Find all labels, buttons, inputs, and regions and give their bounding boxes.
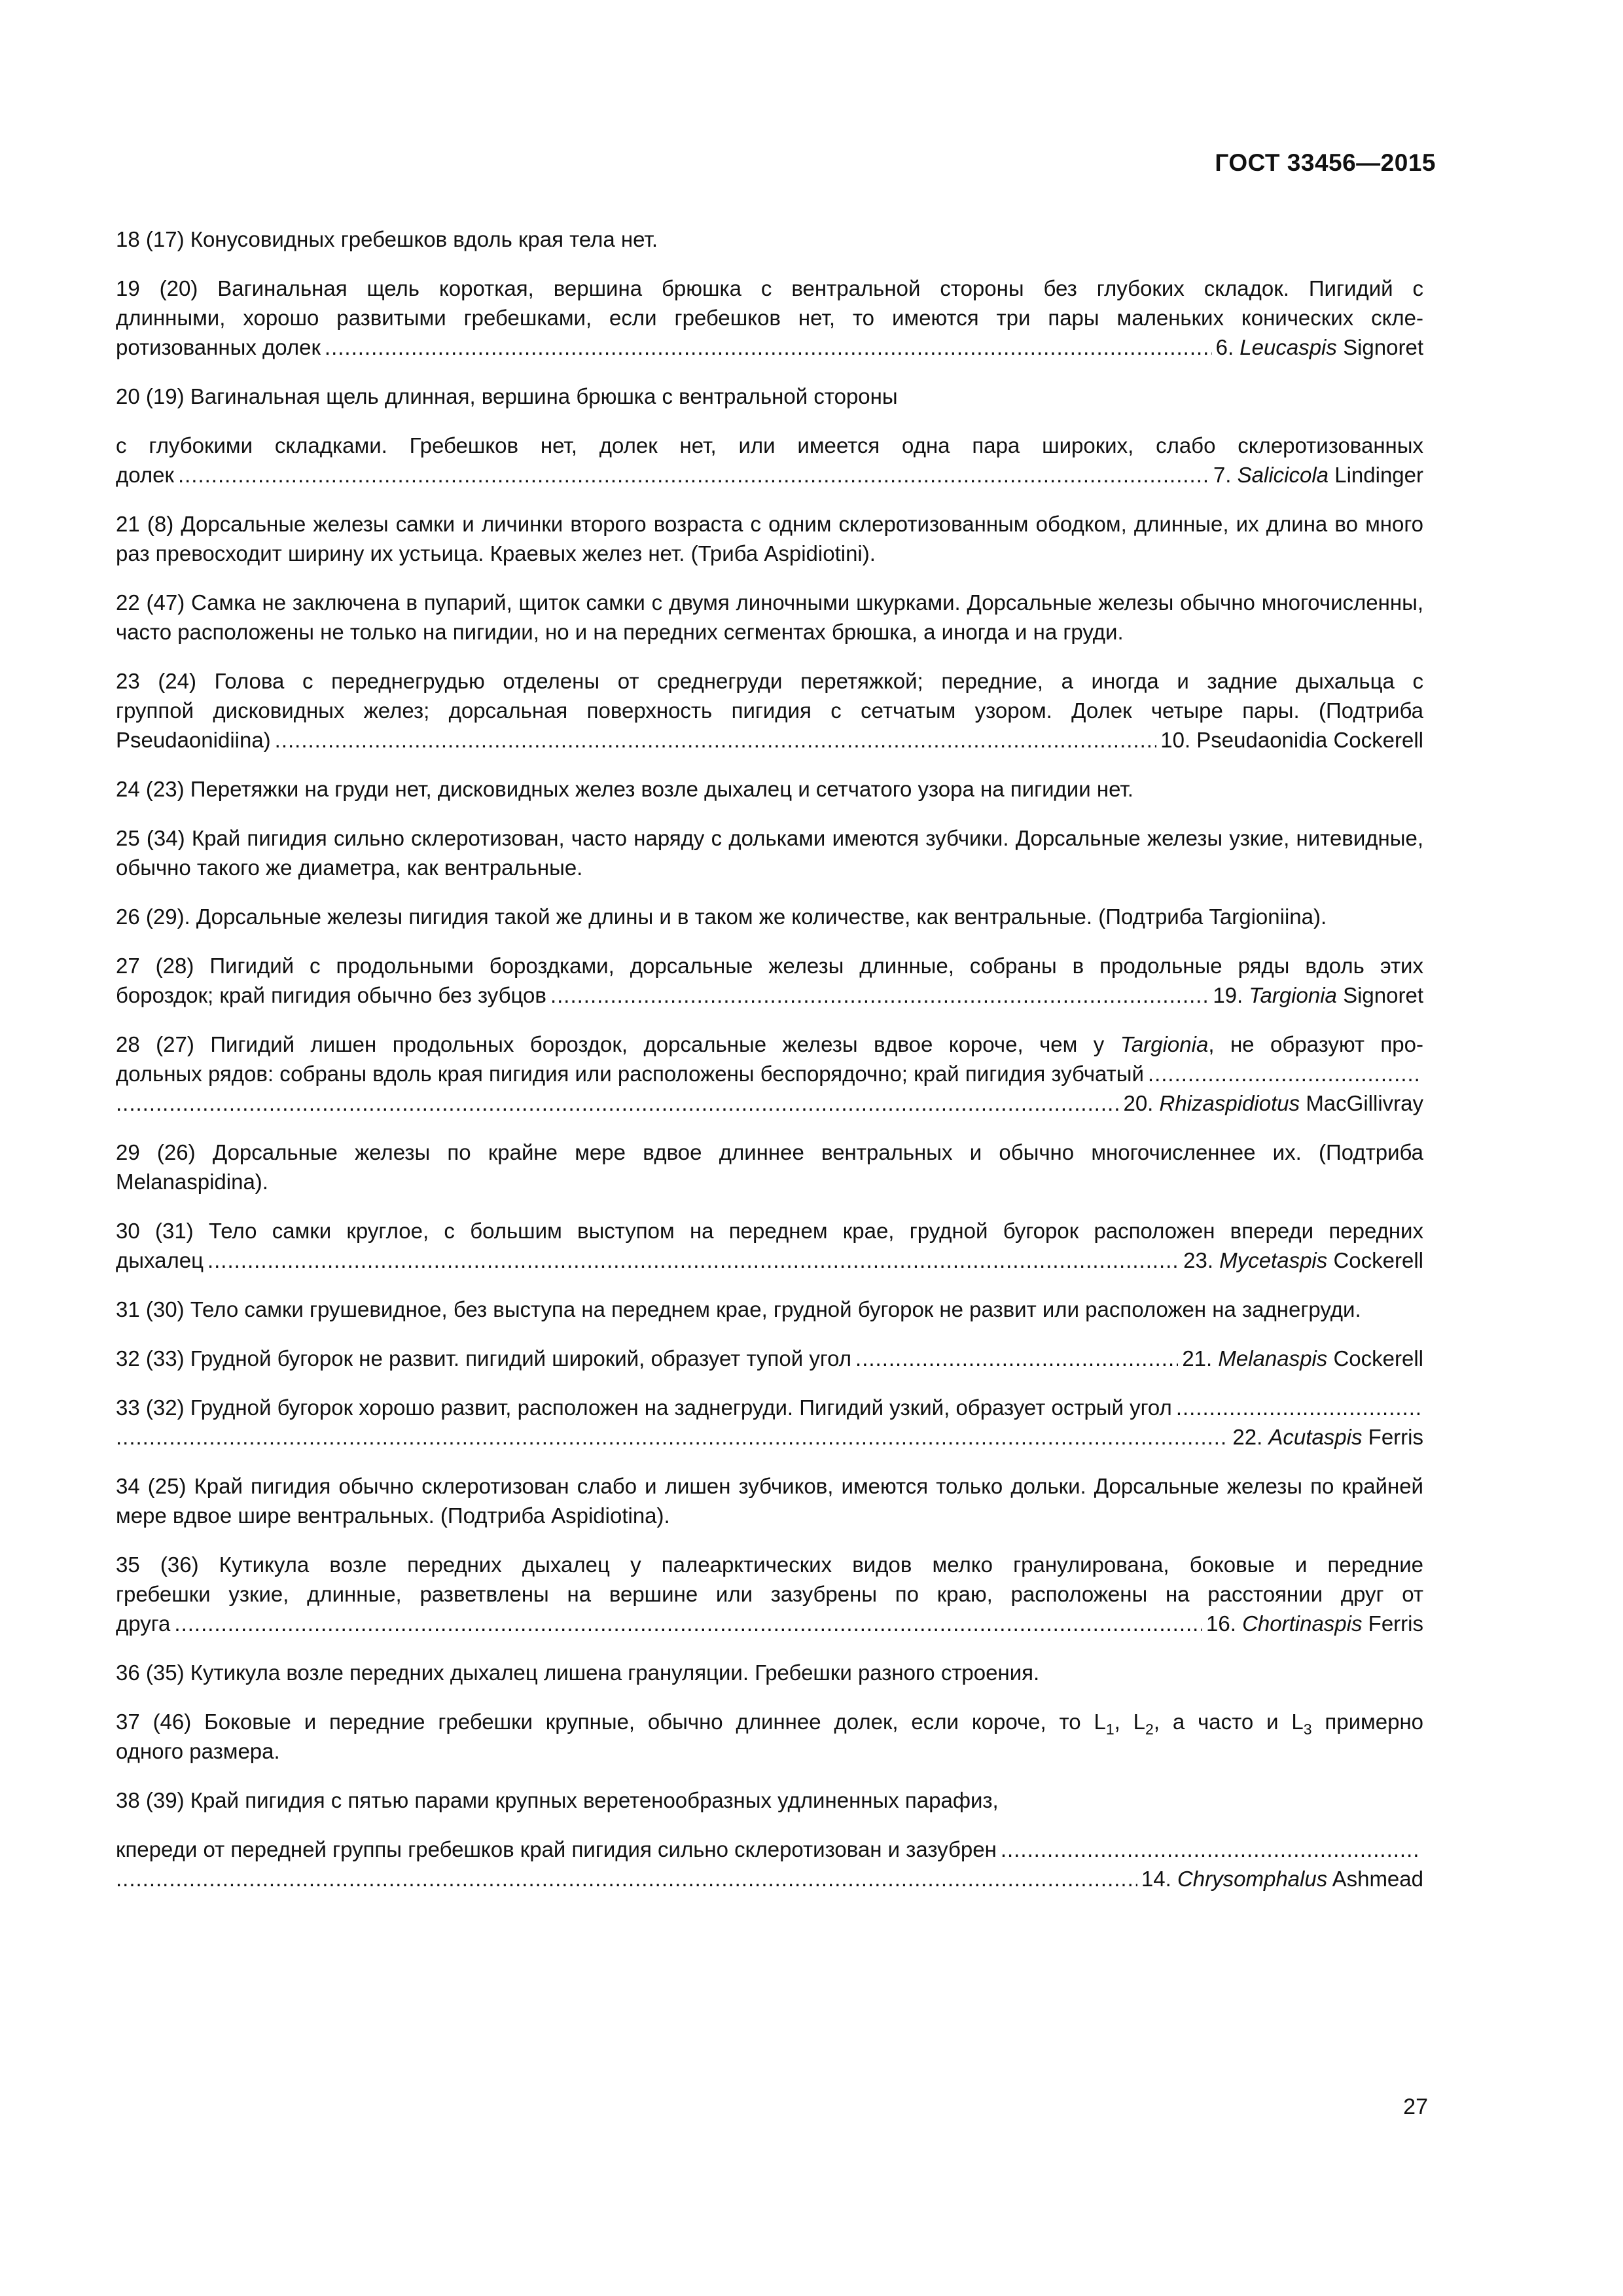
key-entry-37 (116, 1707, 1423, 1766)
leader-dots (116, 1864, 1137, 1893)
key-text (116, 224, 1423, 1913)
result-number: 14. (1141, 1867, 1171, 1891)
entry-text: , а часто и L (1153, 1710, 1304, 1734)
genus-author: Cockerell (1333, 728, 1423, 752)
standard-header: ГОСТ 33456—2015 (1215, 149, 1436, 176)
key-entry-31: 31 (30) Тело самки грушевидное, без выступа на переднем крае, грудной бугорок не развит или расположен на заднегруди. (116, 1297, 1361, 1321)
entry-line-end: бороздок; край пигидия обычно без зубцов (116, 983, 546, 1007)
key-entry-35 (116, 1550, 1423, 1638)
result-number: 6. (1215, 335, 1234, 359)
key-entry-23 (116, 666, 1423, 755)
entry-line: 27 (28) Пигидий с продольными бороздками, дорсальные железы длинные, собраны в продольные ряды вдоль этих (116, 954, 1423, 978)
key-entry-22: 22 (47) Самка не заключена в пупарий, щиток самки с двумя линочными шкурками. Дорсальные железы обычно многочисленны, часто расположены не только на пигидии, но и на передних сегментах брюшка, а иногда и на груди. (116, 590, 1423, 644)
entry-result (1183, 1246, 1423, 1275)
leader-dots (207, 1246, 1179, 1275)
leader-dots (550, 980, 1209, 1010)
entry-line: с глубокими складками. Гребешков нет, долек нет, или имеется одна пара широких, слабо склеротизованных (116, 433, 1423, 457)
genus-name: Pseudaonidia (1196, 728, 1328, 752)
key-entry-21: 21 (8) Дорсальные железы самки и личинки второго возраста с одним склеротизованным ободком, длинные, их длина во много раз превосходит ширину их устьица. Краевых желез нет. (Триба Aspidiotini). (116, 512, 1423, 565)
result-number: 7. (1213, 463, 1232, 487)
entry-result-line (116, 1864, 1423, 1893)
genus-name: Rhizaspidiotus (1159, 1091, 1300, 1115)
leader-dots (275, 725, 1157, 755)
leader-dots (1148, 1059, 1419, 1088)
entry-line-end: кпереди от передней группы гребешков край пигидия сильно склеротизован и зазубрен (116, 1837, 997, 1861)
key-entry-18: 18 (17) Конусовидных гребешков вдоль края тела нет. (116, 227, 658, 251)
genus-name: Melanaspis (1218, 1346, 1328, 1371)
entry-result-line (116, 1422, 1423, 1452)
entry-text: , L (1114, 1710, 1146, 1734)
genus-author: Signoret (1343, 983, 1423, 1007)
genus-name: Salicicola (1237, 463, 1329, 487)
entry-line: группой дисковидных желез; дорсальная поверхность пигидия с сетчатым узором. Долек четыре пары. (Подтриба (116, 698, 1423, 723)
entry-result (1213, 980, 1423, 1010)
entry-line-end: долек (116, 463, 174, 487)
entry-line-start: 37 (46) Боковые и передние гребешки крупные, обычно длиннее долек, если короче, то L (116, 1710, 1106, 1734)
result-number: 23. (1183, 1248, 1214, 1272)
genus-author: MacGillivray (1306, 1091, 1423, 1115)
leader-dots (116, 1088, 1119, 1118)
entry-result-line (116, 725, 1423, 755)
leader-dots (174, 1609, 1202, 1638)
entry-line-end: дольных рядов: собраны вдоль края пигидия или расположены беспорядочно; край пигидия зубчатый (116, 1062, 1144, 1086)
entry-result-line (116, 1246, 1423, 1275)
genus-name: Chrysomphalus (1177, 1867, 1328, 1891)
genus-name: Acutaspis (1268, 1425, 1363, 1449)
key-entry-29: 29 (26) Дорсальные железы по крайне мере вдвое длиннее вентральных и обычно многочисленнее их. (Подтриба Melanaspidina). (116, 1140, 1423, 1194)
genus-author: Cockerell (1333, 1248, 1423, 1272)
key-entry-30 (116, 1216, 1423, 1275)
genus-author: Ferris (1368, 1425, 1423, 1449)
entry-line-end: 33 (32) Грудной бугорок хорошо развит, расположен на заднегруди. Пигидий узкий, образует острый угол (116, 1395, 1172, 1420)
entry-line: 23 (24) Голова с переднегрудью отделены от среднегруди перетяжкой; передние, а иногда и задние дыхальца с (116, 669, 1423, 693)
result-number: 19. (1213, 983, 1243, 1007)
entry-line (116, 1707, 1423, 1736)
entry-result-line (116, 1609, 1423, 1638)
key-entry-32 (116, 1344, 1423, 1373)
subscript: 3 (1303, 1721, 1312, 1738)
entry-result (1216, 332, 1423, 362)
entry-line: гребешки узкие, длинные, разветвлены на вершине или зазубрены по краю, расположены на расстоянии друг от (116, 1582, 1423, 1606)
key-entry-38: 38 (39) Край пигидия с пятью парами крупных веретенообразных удлиненных парафиз, (116, 1788, 999, 1812)
result-number: 10. (1160, 728, 1191, 752)
entry-result-line (116, 460, 1423, 490)
entry-line-end: 32 (33) Грудной бугорок не развит. пигидий широкий, образует тупой угол (116, 1346, 852, 1371)
genus-name: Leucaspis (1240, 335, 1337, 359)
result-number: 21. (1182, 1346, 1213, 1371)
genus-author: Ferris (1368, 1611, 1423, 1636)
leader-dots (325, 332, 1212, 362)
entry-line (116, 1030, 1423, 1059)
key-entry-28 (116, 1030, 1423, 1118)
genus-author: Lindinger (1334, 463, 1423, 487)
entry-line-start: 28 (27) Пигидий лишен продольных бороздок, дорсальные железы вдвое короче, чем у (116, 1032, 1120, 1056)
entry-line: длинными, хорошо развитыми гребешками, если гребешков нет, то имеются три пары маленьких конических скле- (116, 306, 1423, 330)
entry-line-with-leader (116, 1059, 1423, 1088)
key-entry-27 (116, 951, 1423, 1010)
key-entry-25: 25 (34) Край пигидия сильно склеротизован, часто наряду с дольками имеются зубчики. Дорсальные железы узкие, нитевидные, обычно такого же диаметра, как вентральные. (116, 826, 1423, 880)
leader-dots (116, 1422, 1228, 1452)
key-entry-36: 36 (35) Кутикула возле передних дыхалец лишена грануляции. Гребешки разного строения. (116, 1660, 1040, 1685)
key-entry-20-cont (116, 431, 1423, 490)
key-entry-34: 34 (25) Край пигидия обычно склеротизован слабо и лишен зубчиков, имеются только дольки. Дорсальные железы по крайней мере вдвое шире вентральных. (Подтриба Aspidiotina). (116, 1474, 1423, 1528)
entry-result (1232, 1422, 1423, 1452)
entry-result-line (116, 1088, 1423, 1118)
entry-line-with-leader (116, 1393, 1423, 1422)
key-entry-20: 20 (19) Вагинальная щель длинная, вершина брюшка с вентральной стороны (116, 384, 898, 408)
genus-name: Targionia (1249, 983, 1337, 1007)
entry-result (1206, 1609, 1423, 1638)
entry-result-line (116, 980, 1423, 1010)
entry-result (1123, 1088, 1423, 1118)
entry-line-end: дыхалец (116, 1248, 204, 1272)
page-number: 27 (1403, 2094, 1428, 2119)
entry-result-line (116, 1344, 1423, 1373)
leader-dots (178, 460, 1209, 490)
genus-name: Chortinaspis (1242, 1611, 1363, 1636)
entry-line: 30 (31) Тело самки круглое, с большим выступом на переднем крае, грудной бугорок расположен впереди передних (116, 1219, 1423, 1243)
subscript: 2 (1145, 1721, 1154, 1738)
entry-result (1160, 725, 1423, 755)
key-entry-19 (116, 274, 1423, 362)
entry-result (1213, 460, 1423, 490)
entry-line-end: друга (116, 1611, 171, 1636)
entry-line-end: ротизованных долек (116, 335, 321, 359)
entry-line: 35 (36) Кутикула возле передних дыхалец у палеарктических видов мелко гранулирована, боковые и передние (116, 1552, 1423, 1577)
genus-author: Signoret (1343, 335, 1423, 359)
key-entry-24: 24 (23) Перетяжки на груди нет, дисковидных желез возле дыхалец и сетчатого узора на пигидии нет. (116, 777, 1133, 801)
result-number: 20. (1123, 1091, 1154, 1115)
leader-dots (855, 1344, 1178, 1373)
entry-line-end: Pseudaonidiina) (116, 728, 271, 752)
entry-line-rest: , не образуют про- (1208, 1032, 1423, 1056)
result-number: 22. (1232, 1425, 1263, 1449)
key-entry-26: 26 (29). Дорсальные железы пигидия такой же длины и в таком же количестве, как вентральные. (Подтриба Targioniina). (116, 905, 1327, 929)
result-number: 16. (1206, 1611, 1236, 1636)
genus-reference: Targionia (1120, 1032, 1209, 1056)
entry-line-end: одного размера. (116, 1739, 280, 1763)
key-entry-38-cont (116, 1835, 1423, 1893)
entry-text: примерно (1311, 1710, 1424, 1734)
entry-line-with-leader (116, 1835, 1423, 1864)
leader-dots (1176, 1393, 1419, 1422)
entry-result (1141, 1864, 1423, 1893)
subscript: 1 (1105, 1721, 1115, 1738)
genus-author: Ashmead (1332, 1867, 1423, 1891)
key-entry-33 (116, 1393, 1423, 1452)
entry-result-line (116, 332, 1423, 362)
entry-result (1182, 1344, 1423, 1373)
leader-dots (1001, 1835, 1419, 1864)
genus-name: Mycetaspis (1219, 1248, 1328, 1272)
entry-line: 19 (20) Вагинальная щель короткая, вершина брюшка с вентральной стороны без глубоких складок. Пигидий с (116, 276, 1423, 300)
genus-author: Cockerell (1333, 1346, 1423, 1371)
